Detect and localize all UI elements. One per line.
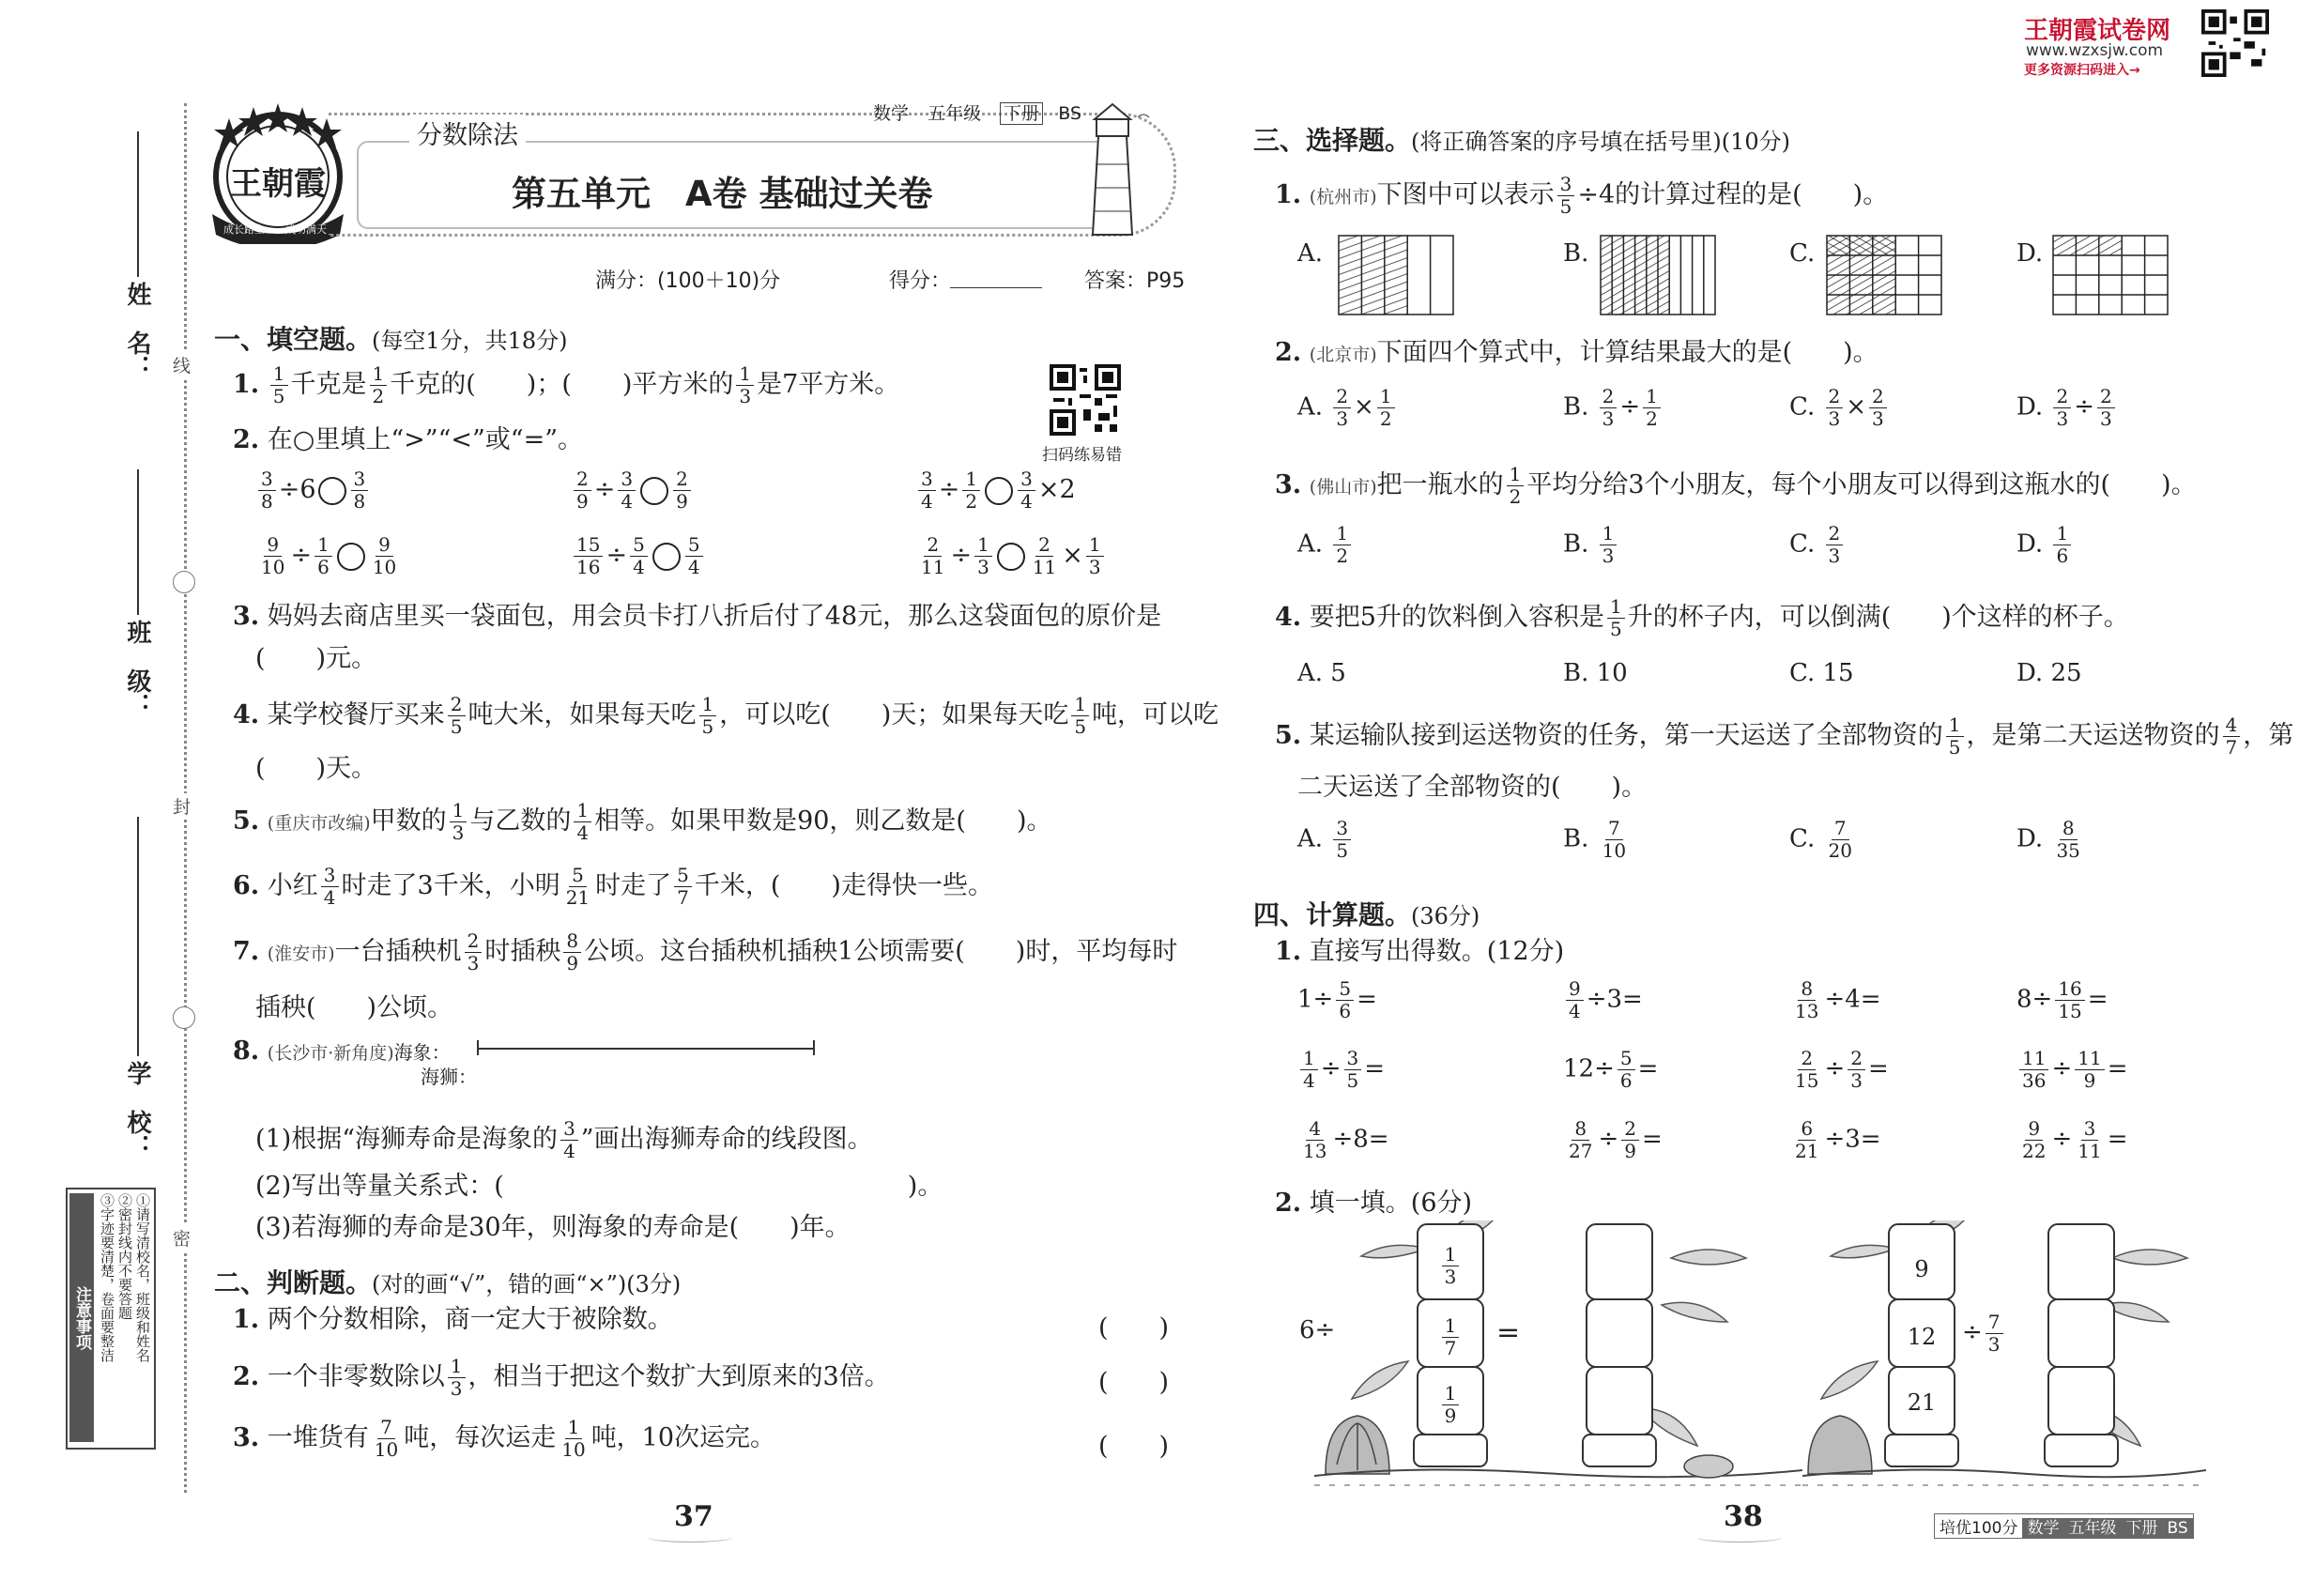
brand-tagline-1: 成长路上 [223,223,265,236]
subject-meta [873,100,1081,125]
brand-tagline-2: 成功满天 [285,223,327,236]
compare-circle[interactable] [640,477,668,505]
section-3-note: (将正确答案的序号填在括号里)(10分) [1411,129,1791,155]
calc-item[interactable]: $\frac{1}{4}$ ÷ $\frac{3}{5}$ = [1297,1049,1385,1091]
section-1-note: (每空1分，共18分) [372,328,568,354]
question-1-3-line2: ( )元。 [255,644,377,673]
bamboo-1-answer-3[interactable] [1587,1367,1652,1435]
fraction: $\frac{1}{3}$ [736,364,754,407]
fraction-diagram-b [1600,235,1716,319]
question-1-7: 7. (淮安市)一台插秧机 $\frac{2}{3}$ 时插秧 $\frac{8}{9}$ 公顷。这台插秧机插秧1公顷需要( )时，平均每时 [233,929,1178,974]
question-1-5: 5. (重庆市改编)甲数的 $\frac{1}{3}$ 与乙数的 $\frac{1}{4}$ 相等。如果甲数是90，则乙数是( )。 [233,799,1052,844]
section-2-heading: 二、判断题。 [214,1267,373,1298]
judge-1-answer[interactable]: ( ) [1098,1313,1170,1343]
section-2-note: (对的画“√”，错的画“×”)(3分) [372,1271,682,1297]
choice-3-option-c[interactable]: C. $\frac{2}{3}$ [1789,524,1846,566]
section-4-title [1253,895,1480,932]
qr-code[interactable] [1050,364,1121,436]
question-1-8: 8. (长沙市·新角度)海象： [233,1036,451,1066]
meta-grade: 五年级 [928,103,982,124]
choice-1-option-d[interactable]: D. [2016,239,2044,268]
calc-item[interactable]: $\frac{8}{27}$ ÷ $\frac{2}{9}$ = [1569,1117,1663,1162]
calc-1-heading: 1. 直接写出得数。(12分) [1275,937,1565,966]
seal-hole-2 [173,1006,195,1029]
choice-3-option-d[interactable]: D. $\frac{1}{6}$ [2016,524,2074,566]
answer-page: 答案：P95 [1084,269,1186,293]
brand-name: 王朝霞 [230,165,326,203]
footer-grade: 五年级 [2063,1518,2121,1539]
sea-lion-drawing-area[interactable] [477,1066,815,1092]
question-1-7-line2: 插秧( )公顷。 [255,993,453,1022]
section-3-title [1253,120,1790,158]
judge-1: 1. 两个分数相除，商一定大于被除数。 [233,1305,673,1334]
seal-mark-seal: 封 [173,793,191,819]
choice-5-option-d[interactable]: D. $\frac{8}{35}$ [2016,817,2080,862]
choice-2-option-b[interactable]: B. $\frac{2}{3}$ ÷ $\frac{1}{2}$ [1563,387,1664,429]
choice-2: 2. (北京市)下面四个算式中，计算结果最大的是( )。 [1275,338,1878,367]
bamboo-1-segment-2: $\frac{1}{7}$ [1418,1316,1483,1358]
judge-3-answer[interactable]: ( ) [1098,1432,1170,1461]
calc-item[interactable]: $\frac{9}{22}$ ÷ $\frac{3}{11}$ = [2022,1117,2128,1162]
choice-1: 1. (杭州市)下图中可以表示 $\frac{3}{5}$ ÷4的计算过程的是( )。 [1275,173,1889,218]
bamboo-1-answer-1[interactable] [1587,1224,1652,1299]
compare-circle[interactable] [997,543,1025,571]
notice-box [66,1188,156,1450]
footer-edition: BS [2162,1518,2192,1539]
question-1-8-part3: (3)若海狮的寿命是30年，则海象的寿命是( )年。 [255,1213,851,1242]
bamboo-2-answer-1[interactable] [2048,1224,2114,1299]
choice-1-option-a[interactable]: A. [1297,239,1324,268]
notice-2: ②密封线内不要答题 [116,1193,133,1320]
elephant-seal-segment [477,1048,815,1050]
footer-brand: 培优100分 [1940,1519,2018,1538]
notice-title: 注意事项 [69,1193,94,1442]
calc-item[interactable]: 1÷ $\frac{5}{6}$ = [1297,977,1377,1022]
bamboo-1-answer-2[interactable] [1587,1299,1652,1367]
compare-2[interactable]: $\frac{2}{9}$ ÷ $\frac{3}{4}$ $\frac{2}{9}$ [571,469,694,512]
seal-mark-secret: 密 [173,1225,191,1251]
bamboo-puzzle-1 [1314,1220,1802,1493]
calc-item[interactable]: $\frac{8}{13}$ ÷4= [1795,977,1881,1022]
calc-item[interactable]: 12÷ $\frac{5}{6}$ = [1563,1047,1659,1092]
compare-6[interactable]: $\frac{2}{11}$ ÷ $\frac{1}{3}$ $\frac{2}{11}$ × $\frac{1}{3}$ [915,535,1107,577]
calc-item[interactable]: $\frac{11}{36}$ ÷ $\frac{11}{9}$ = [2016,1049,2128,1091]
question-1-8-part2: (2)写出等量关系式：( )。 [255,1172,943,1201]
fraction: $\frac{1}{5}$ [270,364,288,407]
choice-5: 5. 某运输队接到运送物资的任务，第一天运送了全部物资的 $\frac{1}{5}$ ，是第二天运送物资的 $\frac{4}{7}$ ，第 [1275,714,2294,759]
meta-edition: BS [1058,103,1081,124]
class-line[interactable] [137,469,139,615]
calc-item[interactable]: $\frac{9}{4}$ ÷3= [1563,979,1643,1021]
bamboo-2-operator: ÷ $\frac{7}{3}$ [1962,1312,2006,1355]
question-1-8-part1: (1)根据“海狮寿命是海象的 $\frac{3}{4}$ ”画出海狮寿命的线段图。 [255,1117,873,1162]
score-blank[interactable] [950,287,1042,288]
calc-2-heading: 2. 填一填。(6分) [1275,1189,1473,1218]
calc-item[interactable]: $\frac{6}{21}$ ÷3= [1795,1117,1881,1162]
footer-subject: 数学 [2022,1518,2063,1539]
bamboo-2-answer-2[interactable] [2048,1299,2114,1367]
calc-item[interactable]: $\frac{4}{13}$ ÷8= [1303,1117,1389,1162]
notice-3: ③字迹要清楚，卷面要整洁 [99,1193,115,1362]
compare-4[interactable]: $\frac{9}{10}$ ÷ $\frac{1}{6}$ $\frac{9}{10}$ [261,533,397,578]
fraction-diagram-c [1826,235,1942,319]
section-1-heading: 一、填空题。 [214,324,373,355]
class-label: 班 级： [123,620,151,717]
question-1-1: 1. $\frac{1}{5}$ 千克是 $\frac{1}{2}$ 千克的( )；( )平方米的 $\frac{1}{3}$ 是7平方米。 [233,362,900,407]
school-label: 学 校： [123,1061,151,1159]
meta-subject: 数学 [873,103,910,124]
question-1-4: 4. 某学校餐厅买来 $\frac{2}{5}$ 吨大米，如果每天吃 $\frac{1}{5}$ ，可以吃( )天；如果每天吃 $\frac{1}{5}$ 吨，可以吃 [233,693,1219,738]
section-2-title [214,1263,681,1300]
seal-mark-line: 线 [173,352,191,377]
compare-circle[interactable] [318,477,346,505]
score-label: 得分： [889,269,952,293]
choice-4-option-c[interactable]: C. 15 [1789,659,1854,687]
site-url: www.wzxsjw.com [2026,41,2164,60]
judge-2: 2. 一个非零数除以 $\frac{1}{3}$ ，相当于把这个数扩大到原来的3倍。 [233,1355,890,1400]
compare-3[interactable]: $\frac{3}{4}$ ÷ $\frac{1}{2}$ $\frac{3}{4}$ ×2 [915,469,1076,512]
fraction: $\frac{1}{2}$ [370,364,388,407]
fraction-diagram-d [2052,235,2169,319]
bamboo-2-segment-1: 9 [1914,1256,1929,1282]
calc-item[interactable]: $\frac{2}{15}$ ÷ $\frac{2}{3}$ = [1795,1047,1889,1092]
site-brand: 王朝霞试卷网 [2024,17,2171,45]
footer-volume: 下册 [2121,1518,2162,1539]
choice-2-option-a[interactable]: A. $\frac{2}{3}$ × $\frac{1}{2}$ [1297,387,1398,429]
bamboo-puzzle-2 [1802,1220,2206,1493]
sea-lion-label: 海狮： [421,1066,477,1088]
section-4-note: (36分) [1411,903,1480,929]
topic-label: 分数除法 [409,115,526,151]
question-1-4-line2: ( )天。 [255,754,377,783]
school-line[interactable] [137,817,139,1056]
footer-series [1934,1513,2194,1539]
choice-4-option-b[interactable]: B. 10 [1563,659,1628,687]
question-1-2: 2. 在○里填上“>”“<”或“=”。 [233,425,584,454]
choice-5-option-b[interactable]: B. $\frac{7}{10}$ [1563,817,1627,862]
page-number-left: 37 [674,1500,713,1533]
judge-2-answer[interactable]: ( ) [1098,1368,1170,1397]
section-4-heading: 四、计算题。 [1253,899,1412,930]
site-qr-code[interactable] [2201,9,2269,77]
choice-3: 3. (佛山市)把一瓶水的 $\frac{1}{2}$ 平均分给3个小朋友，每个小朋友可以得到这瓶水的( )。 [1275,463,2197,508]
calc-item[interactable]: 8÷ $\frac{16}{15}$ = [2016,977,2108,1022]
site-more: 更多资源扫码进入→ [2024,63,2140,78]
bamboo-2-answer-3[interactable] [2048,1367,2114,1435]
question-1-3: 3. 妈妈去商店里买一袋面包，用会员卡打八折后付了48元，那么这袋面包的原价是 [233,602,1162,631]
compare-circle[interactable] [337,543,365,571]
choice-4-option-a[interactable]: A. 5 [1297,659,1346,687]
compare-5[interactable]: $\frac{15}{16}$ ÷ $\frac{5}{4}$ $\frac{5}{4}$ [571,535,706,577]
bamboo-1-segment-3: $\frac{1}{9}$ [1418,1384,1483,1426]
page-title: 第五单元 A卷 基础过关卷 [512,174,933,214]
choice-4-option-d[interactable]: D. 25 [2016,659,2082,687]
bamboo-1-segment-1: $\frac{1}{3}$ [1418,1245,1483,1287]
judge-3: 3. 一堆货有 $\frac{7}{10}$ 吨，每次运走 $\frac{1}{10}$ 吨，10次运完。 [233,1416,776,1461]
page-number-swirl-right [1697,1532,1782,1542]
choice-3-option-a[interactable]: A. $\frac{1}{2}$ [1297,524,1354,566]
choice-1-option-b[interactable]: B. [1563,239,1589,268]
lighthouse-illustration [1070,99,1155,243]
compare-circle[interactable] [985,477,1013,505]
compare-circle[interactable] [652,543,681,571]
choice-5-option-c[interactable]: C. $\frac{7}{20}$ [1789,817,1852,862]
choice-2-option-c[interactable]: C. $\frac{2}{3}$ × $\frac{2}{3}$ [1789,387,1890,429]
choice-2-option-d[interactable]: D. $\frac{2}{3}$ ÷ $\frac{2}{3}$ [2016,387,2118,429]
choice-3-option-b[interactable]: B. $\frac{1}{3}$ [1563,524,1619,566]
seal-hole-1 [173,571,195,593]
bamboo-1-equals: = [1496,1316,1521,1349]
notice-1: ①请写清校名，班级和姓名 [134,1193,151,1362]
bamboo-1-lead: 6÷ [1299,1316,1336,1344]
choice-1-option-c[interactable]: C. [1789,239,1816,268]
section-3-heading: 三、选择题。 [1253,125,1412,156]
section-1-title [214,319,568,357]
fraction-diagram-a [1338,235,1454,319]
student-name-label: 姓 名： [123,282,151,379]
student-name-line[interactable] [137,131,139,277]
full-score: 满分：(100＋10)分 [595,269,781,293]
choice-4: 4. 要把5升的饮料倒入容积是 $\frac{1}{5}$ 升的杯子内，可以倒满( )个这样的杯子。 [1275,595,2129,640]
page-number-right: 38 [1724,1500,1763,1533]
page-number-swirl-left [648,1532,732,1542]
question-1-6: 6. 小红 $\frac{3}{4}$ 时走了3千米，小明 $\frac{5}{21}$ 时走了 $\frac{5}{7}$ 千米，( )走得快一些。 [233,864,993,909]
bamboo-2-segment-2: 12 [1907,1324,1937,1350]
qr-caption: 扫码练易错 [1042,446,1122,465]
choice-5-option-a[interactable]: A. $\frac{3}{5}$ [1297,819,1354,861]
choice-5-line2: 二天运送了全部物资的( )。 [1297,773,1648,802]
meta-volume: 下册 [1000,102,1043,125]
bamboo-2-segment-3: 21 [1907,1389,1937,1416]
compare-1[interactable]: $\frac{3}{8}$ ÷6 $\frac{3}{8}$ [255,469,371,512]
